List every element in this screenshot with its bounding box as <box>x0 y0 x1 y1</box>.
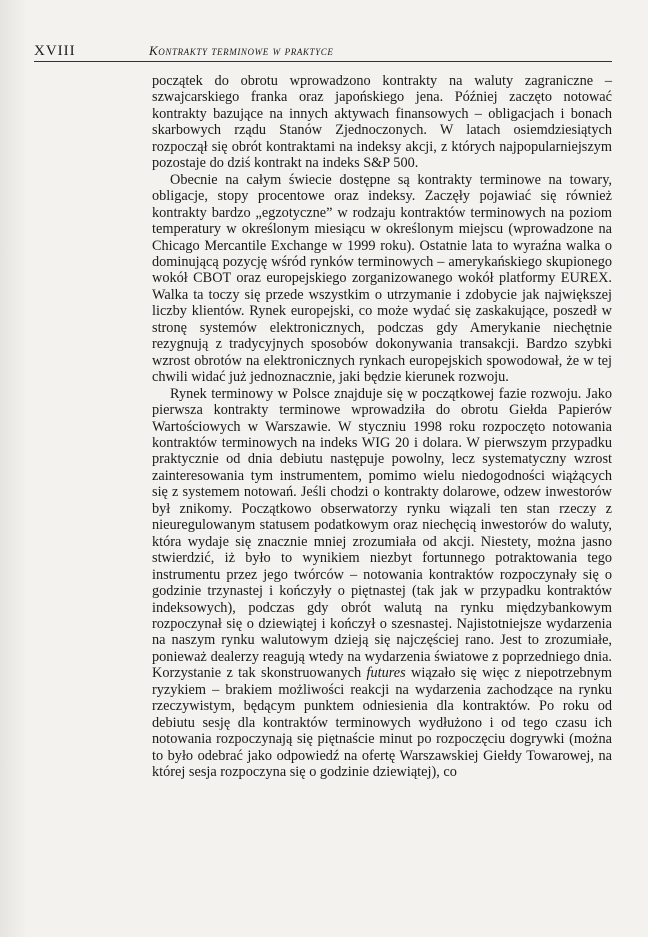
paragraph-global-market: Obecnie na całym świecie dostępne są kontrakty terminowe na towary, obligacje, stopy procentowe oraz indeksy. Zaczęły pojawiać się również kontrakty bardzo „egzotyczne” w rodzaju kontraktów terminowych na poziom temperatury w określonym miesiącu w określonym miejscu (wprowadzone na Chicago Mercantile Exchange w 1999 roku). Ostatnie lata to wyraźna walka o dominującą pozycję wśród rynków terminowych – amerykańskiego skupionego wokół CBOT oraz europejskiego zorganizowanego wokół platformy EUREX. Walka ta toczy się przede wszystkim o utrzymanie i zdobycie jak największej liczby klientów. Rynek europejski, co może wydać się zaskakujące, poszedł w stronę systemów elektronicznych, podczas gdy Amerykanie niechętnie rezygnują z tradycyjnych sposobów dokonywania transakcji. Bardzo szybki wzrost obrotów na elektronicznych rynkach europejskich spowodował, że w tej chwili widać już jednoznacznie, jaki będzie kierunek rozwoju. <box>152 171 612 386</box>
paragraph-polish-market: Rynek terminowy w Polsce znajduje się w początkowej fazie rozwoju. Jako pierwsza kontrakty terminowe wprowadziła do obrotu Giełda Papierów Wartościowych w Warszawie. W styczniu 1998 roku rozpoczęto notowania kontraktów terminowych na indeks WIG 20 i dolara. W pierwszym przypadku praktycznie od dnia debiutu następuje powolny, lecz systematyczny wzrost zainteresowania tym instrumentem, pomimo wielu niedogodności wiążących się z systemem notowań. Jeśli chodzi o kontrakty dolarowe, odzew inwestorów był znikomy. Początkowo obserwatorzy rynku wiązali ten stan rzeczy z nieuregulowanym statusem podatkowym oraz niechęcią inwestorów do waluty, która wydaje się znacznie mniej zrozumiała od akcji. Niestety, można jasno stwierdzić, iż było to wynikiem niezbyt fortunnego potraktowania tego instrumentu przez jego twórców – notowania kontraktów rozpoczynały się o godzinie trzynastej i kończyły o piętnastej (tak jak w przypadku kontraktów indeksowych), podczas gdy obrót walutą na rynku międzybankowym rozpoczynał się o dziewiątej i kończył o szesnastej. Najistotniejsze wydarzenia na naszym rynku walutowym dzieją się najczęściej rano. Jest to zrozumiałe, ponieważ dealerzy reagują wtedy na wydarzenia światowe z poprzedniego dnia. Korzystanie z tak skonstruowanych futures wiązało się więc z niepotrzebnym ryzykiem – brakiem możliwości reakcji na wydarzenia zachodzące na rynku rzeczywistym, będącym punktem odniesienia dla kontraktów. Po roku od debiutu sesję dla kontraktów terminowych wydłużono i od tego czasu ich notowania rozpoczynają się piętnaście minut po rozpoczęciu dogrywki (można to było odebrać jako odpowiedź na ofertę Warszawskiej Giełdy Towarowej, na której sesja rozpoczyna się o godzinie dziewiątej), co <box>152 385 613 781</box>
header-rule <box>34 61 612 62</box>
page-header <box>34 43 612 63</box>
body-text <box>152 73 612 780</box>
paragraph-continuation: początek do obrotu wprowadzono kontrakty na waluty zagraniczne – szwajcarskiego franka oraz japońskiego jena. Później zaczęto notować kontrakty bazujące na innych aktywach finansowych – obligacjach i bonach skarbowych rządu Stanów Zjednoczonych. W latach osiemdziesiątych rozpoczął się obrót kontraktami na indeksy akcji, z których najpopularniejszym pozostaje do dziś kontrakt na indeks S&P 500. <box>152 73 612 172</box>
page-number: XVIII <box>34 43 76 59</box>
running-title: Kontrakty terminowe w praktyce <box>149 43 334 58</box>
italic-term: futures <box>366 665 406 682</box>
page-edge-shadow <box>0 0 28 937</box>
